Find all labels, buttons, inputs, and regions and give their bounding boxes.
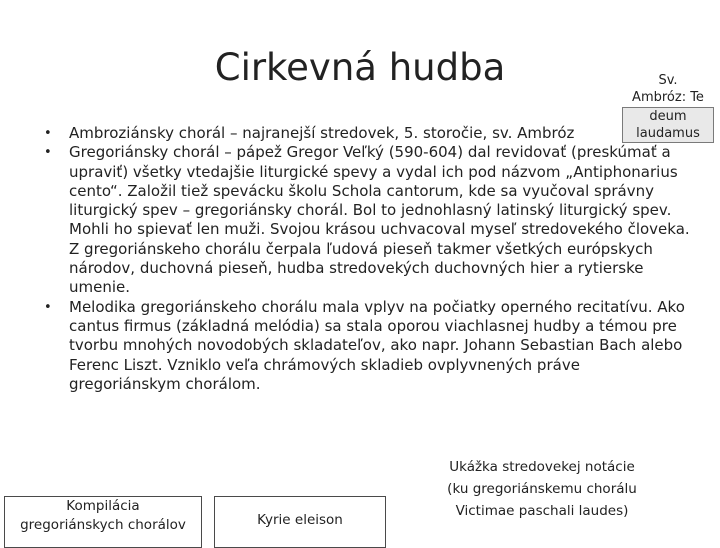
media-kyrie-label: Kyrie eleison: [257, 512, 343, 528]
media-ukazka-line: (ku gregoriánskemu chorálu: [447, 481, 637, 497]
media-ukazka-notacie[interactable]: [424, 446, 660, 536]
bullet-list: [44, 124, 694, 394]
audio-label-line: Sv.: [658, 73, 678, 88]
audio-label-line: Ambróz: Te: [632, 90, 704, 105]
audio-label-line: deum: [649, 109, 687, 124]
bullet-gregoriansky: • Gregoriánsky chorál – pápež Gregor Veľký (590-604) dal revidovať (preskúmať a upraviť) všetky vtedajšie liturgické spevy a vydal ich pod názvom „Antiphonarius cento“. Založil tiež spevácku školu Schola cantorum, kde sa vyučoval správny liturgický spev – gregoriánsky chorál. Bol to jednohlasný latinský liturgický spev. Mohli ho spievať len muži. Svojou krásou uchvacoval myseľ stredovekého človeka. Z gregoriánskeho chorálu čerpala ľudová pieseň takmer všetkých európskych národov, duchovná pieseň, hudba stredovekých duchovných hier a rytierske umenie.: [44, 143, 694, 297]
bullet-ambroziansky: • Ambroziánsky chorál – najranejší stredovek, 5. storočie, sv. Ambróz: [44, 124, 694, 143]
audio-label-line: laudamus: [636, 126, 700, 141]
media-ukazka-line: Ukážka stredovekej notácie: [449, 459, 635, 475]
slide-title: Cirkevná hudba: [214, 46, 506, 89]
media-kyrie-eleison[interactable]: [214, 496, 386, 548]
media-kompilacia[interactable]: [4, 496, 202, 548]
media-ukazka-line: Victimae paschali laudes): [455, 503, 629, 519]
media-kompilacia-line: Kompilácia: [66, 498, 140, 514]
media-kompilacia-line: gregoriánskych chorálov: [20, 517, 186, 533]
bullet-melodika: • Melodika gregoriánskeho chorálu mala vplyv na počiatky operného recitatívu. Ako cantus firmus (základná melódia) sa stala oporou viachlasnej hudby a témou pre tvorbu mnohých novodobých skladateľov, ako napr. Johann Sebastian Bach alebo Ferenc Liszt. Vzniklo veľa chrámových skladieb ovplyvnených práve gregoriánskym chorálom.: [44, 298, 694, 394]
